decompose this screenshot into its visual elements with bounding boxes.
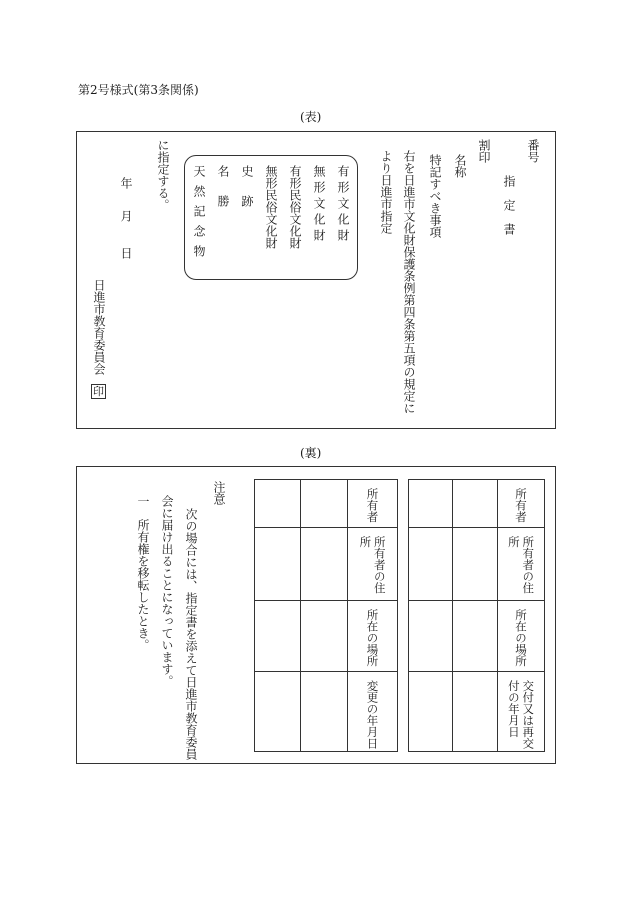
body-text-line-1: 右を日進市文化財保護条例第四条第五項の規定に [402,150,416,414]
category-natural-monument: 天然記念物 [192,165,206,265]
blank-cell [255,672,301,752]
blank-cell [255,480,301,528]
category-scenic-beauty: 名勝 [216,165,230,225]
blank-cell [255,528,301,601]
header-cell-issue-date: 交付又は再交付の年月日 [497,672,544,752]
split-seal-label: 割印 [477,139,491,163]
header-cell-owner: 所有者 [347,480,397,528]
official-seal-mark: 印 [93,385,104,398]
blank-cell [301,480,347,528]
header-cell-change-date: 変更の年月日 [347,672,397,752]
blank-cell [409,480,453,528]
blank-cell [301,672,347,752]
date-day: 日 [119,247,133,259]
notes-item-1: 一 所有権を移転したとき。 [136,495,150,651]
body-text-line-2: より日進市指定 [379,150,393,234]
category-tangible-folk: 有形民俗文化財 [288,165,302,249]
notes-line-2: 会に届け出ることになっています。 [160,495,174,687]
change-record-table [254,479,398,752]
notes-title: 注意 [212,481,226,505]
header-cell-owner-address: 所有者の住所 [347,528,397,601]
header-cell-owner-address: 所有者の住所 [497,528,544,601]
header-cell-location: 所在の場所 [497,601,544,672]
blank-cell [453,480,497,528]
reissue-record-table [408,479,545,752]
blank-cell [301,601,347,672]
blank-cell [453,601,497,672]
category-historic-site: 史跡 [240,165,254,225]
certificate-title: 指 定 書 [502,175,516,235]
blank-cell [453,672,497,752]
front-label: (表) [300,110,322,124]
header-cell-owner: 所有者 [497,480,544,528]
date-year: 年 [119,177,133,189]
category-list [190,165,352,275]
date-month: 月 [119,210,133,222]
form-number-header: 第2号様式(第3条関係) [78,83,199,97]
back-label: (裏) [300,446,322,460]
header-cell-location: 所在の場所 [347,601,397,672]
number-label: 番号 [526,139,540,163]
blank-cell [453,528,497,601]
issuer-name: 日進市教育委員会 [92,279,106,375]
blank-cell [409,672,453,752]
blank-cell [255,601,301,672]
special-note-label: 特記すべき事項 [428,154,442,238]
category-intangible-folk: 無形民俗文化財 [264,165,278,249]
name-label: 名称 [453,154,467,178]
blank-cell [409,528,453,601]
blank-cell [301,528,347,601]
notes-line-1: 次の場合には、指定書を添えて日進市教育委員 [184,508,198,760]
closing-text: に指定する。 [156,139,170,211]
blank-cell [409,601,453,672]
category-tangible-cultural: 有形文化財 [336,165,350,245]
category-intangible-cultural: 無形文化財 [312,165,326,245]
